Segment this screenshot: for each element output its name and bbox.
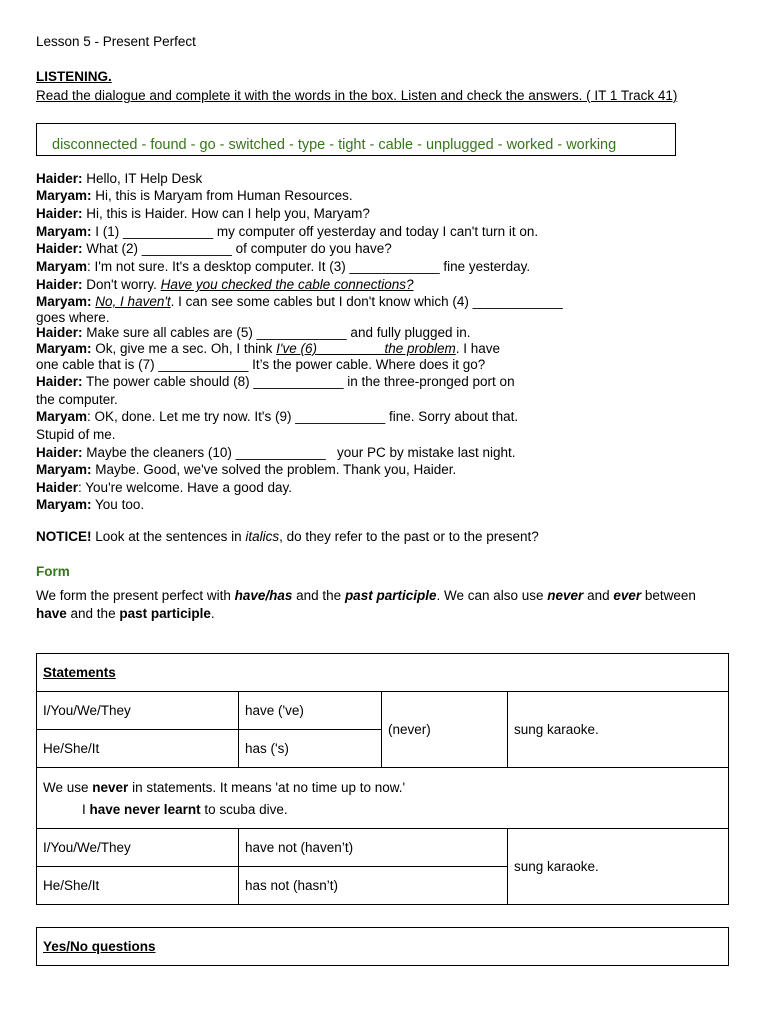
dialogue-line — [36, 373, 515, 390]
speaker-name: Maryam: — [36, 497, 92, 512]
dialogue-line — [36, 205, 370, 222]
gap-6 — [317, 341, 385, 356]
word-box-words: disconnected - found - go - switched - type - tight - cable - unplugged - worked - working — [52, 137, 617, 153]
statements-heading-cell — [37, 654, 729, 692]
questions-heading-cell — [37, 928, 729, 966]
dialogue-text: I (1) ____________ my computer off yesterday and today I can't turn it on. — [91, 224, 539, 239]
dialogue-line — [36, 461, 456, 478]
subject-cell: He/She/It — [37, 730, 239, 768]
auxiliary-cell: has ('s) — [239, 730, 382, 768]
word-box — [36, 123, 676, 156]
speaker-name: Haider — [36, 480, 79, 495]
speaker-name: Haider: — [36, 241, 83, 256]
dialogue-text: Make sure all cables are (5) ____________ and fully plugged in. — [82, 325, 471, 340]
dialogue-text: You too. — [91, 497, 145, 512]
italic-phrase: the problem — [384, 341, 456, 356]
dialogue-line — [36, 223, 538, 240]
auxiliary-cell: have not (haven’t) — [239, 829, 508, 867]
dialogue-text: Maybe. Good, we've solved the problem. Thank you, Haider. — [91, 462, 457, 477]
notice-line: NOTICE! Look at the sentences in italics, do they refer to the past or to the present? — [36, 529, 539, 544]
never-note: We use never in statements. It means 'at no time up to now.' — [43, 779, 406, 795]
speaker-name: Haider: — [36, 445, 83, 460]
speaker-name: Maryam: — [36, 224, 92, 239]
dialogue-line — [36, 240, 392, 257]
speaker-name: Maryam: — [36, 462, 92, 477]
never-example: I have never learnt to scuba dive. — [82, 801, 288, 817]
never-note-cell — [37, 768, 729, 829]
speaker-name: Maryam: — [36, 188, 92, 203]
subject-cell: He/She/It — [37, 867, 239, 905]
dialogue-text: Hi, this is Haider. How can I help you, Maryam? — [82, 206, 370, 221]
speaker-name: Maryam: — [36, 294, 92, 309]
speaker-name: Maryam: — [36, 341, 92, 356]
statements-table — [36, 653, 729, 905]
dialogue-line — [36, 408, 518, 425]
form-text-line-1: We form the present perfect with have/has and the past participle. We can also use never and ever between — [36, 588, 696, 603]
adverb-cell: (never) — [382, 692, 508, 768]
dialogue-line — [36, 340, 500, 357]
dialogue-text: . I have — [455, 341, 501, 356]
dialogue-text: : You're welcome. Have a good day. — [78, 480, 292, 495]
speaker-name: Haider: — [36, 206, 83, 221]
object-cell: sung karaoke. — [508, 692, 729, 768]
dialogue-text: : I'm not sure. It's a desktop computer. It (3) ____________ fine yesterday. — [87, 259, 531, 274]
dialogue-continuation: one cable that is (7) ____________ It’s the power cable. Where does it go? — [36, 357, 486, 372]
dialogue-line — [36, 187, 353, 204]
dialogue-text: Maybe the cleaners (10) ____________ your PC by mistake last night. — [82, 445, 516, 460]
questions-table — [36, 927, 729, 966]
auxiliary-cell: has not (hasn’t) — [239, 867, 508, 905]
speaker-name: Haider: — [36, 171, 83, 186]
dialogue-continuation: the computer. — [36, 392, 118, 407]
listening-heading: LISTENING. — [36, 69, 112, 84]
lesson-title: Lesson 5 - Present Perfect — [36, 34, 196, 49]
statements-heading: Statements — [43, 665, 116, 680]
italic-question: Have you checked the cable connections? — [160, 277, 414, 292]
dialogue-text: Hi, this is Maryam from Human Resources. — [91, 188, 353, 203]
dialogue-text: Ok, give me a sec. Oh, I think — [91, 341, 277, 356]
dialogue-line — [36, 170, 202, 187]
dialogue-continuation: goes where. — [36, 310, 110, 325]
form-heading: Form — [36, 564, 70, 579]
dialogue-line — [36, 258, 530, 275]
speaker-name: Haider: — [36, 277, 83, 292]
speaker-name: Maryam — [36, 409, 88, 424]
italic-phrase: I've (6) — [276, 341, 317, 356]
speaker-name: Haider: — [36, 374, 83, 389]
dialogue-line — [36, 496, 144, 513]
dialogue-text: The power cable should (8) ____________ in the three-pronged port on — [82, 374, 515, 389]
dialogue-line — [36, 293, 563, 310]
dialogue-continuation: Stupid of me. — [36, 427, 116, 442]
dialogue-line — [36, 276, 414, 293]
dialogue-text: What (2) ____________ of computer do you have? — [82, 241, 392, 256]
dialogue-text: Don't worry. — [82, 277, 161, 292]
dialogue-line — [36, 479, 292, 496]
auxiliary-cell: have ('ve) — [239, 692, 382, 730]
subject-cell: I/You/We/They — [37, 692, 239, 730]
listening-instruction: Read the dialogue and complete it with the words in the box. Listen and check the answers. ( IT 1 Track 41) — [36, 88, 678, 103]
speaker-name: Maryam — [36, 259, 88, 274]
subject-cell: I/You/We/They — [37, 829, 239, 867]
speaker-name: Haider: — [36, 325, 83, 340]
dialogue-line — [36, 444, 516, 461]
form-text-line-2: have and the past participle. — [36, 606, 215, 621]
italic-answer: No, I haven't — [95, 294, 171, 309]
dialogue-text: : OK, done. Let me try now. It's (9) ____________ fine. Sorry about that. — [87, 409, 519, 424]
notice-label: NOTICE! — [36, 529, 92, 544]
dialogue-text: . I can see some cables but I don't know which (4) ____________ — [170, 294, 563, 309]
questions-heading: Yes/No questions — [43, 939, 156, 954]
dialogue-line — [36, 324, 471, 341]
object-cell: sung karaoke. — [508, 829, 729, 905]
dialogue-text: Hello, IT Help Desk — [82, 171, 203, 186]
